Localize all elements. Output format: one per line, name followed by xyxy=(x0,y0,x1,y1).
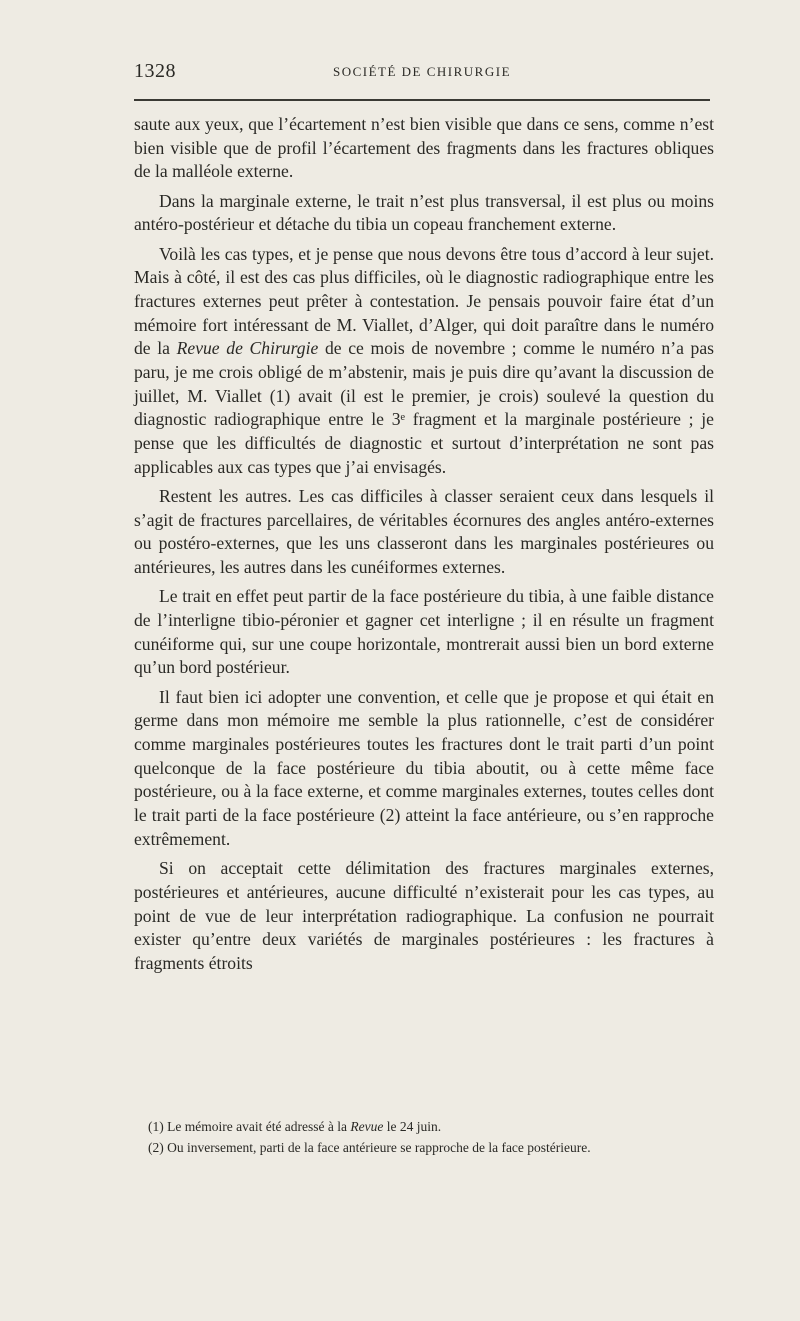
header-rule xyxy=(134,99,710,101)
paragraph-3 xyxy=(134,243,714,480)
paragraph-3-end: de ce mois de novembre ; comme le numéro n’a pas paru, je me crois obligé de m’abstenir, mais je puis dire qu’avant la discussion de juillet, M. Viallet (1) avait (il est le premier, je crois) soulevé la question du diagnostic radiographique entre le 3ᵉ fragment et la marginale postérieure ; je pense que les difficultés de diagnostic et surtout d’interprétation ne sont pas applicables aux cas types que j’ai envisagés. xyxy=(134,338,715,477)
footnote-1-end: le 24 juin. xyxy=(386,1119,442,1134)
paragraph-4: Restent les autres. Les cas difficiles à classer seraient ceux dans lesquels il s’agit de fractures parcellaires, de véritables écornures des angles antéro-externes ou postéro-externes, que les uns classeront dans les marginales postérieures ou antérieures, les autres dans les cunéiformes externes. xyxy=(134,486,714,578)
running-title: SOCIÉTÉ DE CHIRURGIE xyxy=(332,64,512,79)
footnote-1-journal: Revue xyxy=(350,1119,384,1134)
footnote-1-text: (1) Le mémoire avait été adressé à la xyxy=(148,1119,348,1134)
footnote-1 xyxy=(134,1116,712,1137)
paragraph-7: Si on acceptait cette délimitation des fractures marginales externes, postérieures et antérieures, aucune difficulté n’existerait pour les cas types, au point de vue de leur interprétation radiographique. La confusion ne pourrait exister qu’entre deux variétés de marginales postérieures : les fractures à fragments étroits xyxy=(134,858,714,973)
body-text xyxy=(134,113,714,981)
paragraph-3-text: Voilà les cas types, et je pense que nous devons être tous d’accord à leur sujet. Mais à côté, il est des cas plus difficiles, où le diagnostic radiographique entre les fractures externes peut prêter à contestation. Je pensais pouvoir faire état d’un mémoire fort intéressant de M. Viallet, d’Alger, qui doit paraître dans le numéro de la xyxy=(134,243,714,359)
paragraph-5: Le trait en effet peut partir de la face postérieure du tibia, à une faible distance de l’interligne tibio-péronier et gagner cet interligne ; il en résulte un fragment cunéiforme qui, sur une coupe horizontale, montrerait aussi bien un bord externe qu’un bord postérieur. xyxy=(134,586,714,678)
page-header xyxy=(134,58,710,88)
footnote-2: (2) Ou inversement, parti de la face antérieure se rapproche de la face postérieure. xyxy=(148,1140,591,1155)
journal-title: Revue de Chirurgie xyxy=(176,338,319,359)
paragraph-6: Il faut bien ici adopter une convention, et celle que je propose et qui était en germe dans mon mémoire me semble la plus rationnelle, c’est de considérer comme marginales postérieures toutes les fractures dont le trait parti d’un point quelconque de la face postérieure du tibia aboutit, ou à cette même face postérieure, ou à la face externe, et comme marginales externes, toutes celles dont le trait parti de la face postérieure (2) atteint la face antérieure, ou s’en rapproche extrêmement. xyxy=(134,686,714,849)
paragraph-1: saute aux yeux, que l’écartement n’est bien visible que dans ce sens, comme n’est bien visible que de profil l’écartement des fragments dans les fractures obliques de la malléole externe. xyxy=(134,114,714,182)
page-number: 1328 xyxy=(134,60,176,82)
paragraph-2: Dans la marginale externe, le trait n’est plus transversal, il est plus ou moins antéro-postérieur et détache du tibia un copeau franchement externe. xyxy=(134,190,714,235)
footnotes xyxy=(134,1116,712,1158)
